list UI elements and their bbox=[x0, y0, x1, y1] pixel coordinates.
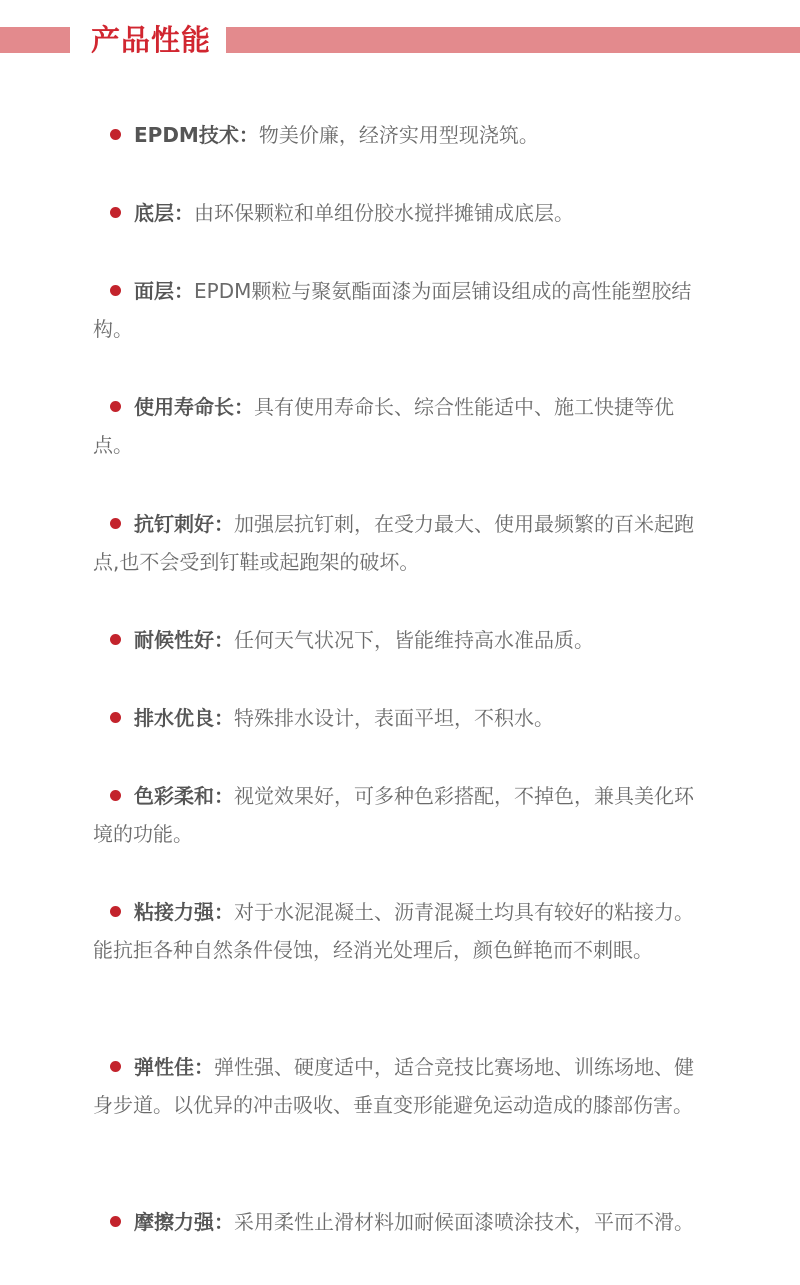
item-label: 使用寿命长： bbox=[134, 395, 254, 419]
item-text: 特殊排水设计，表面平坦，不积水。 bbox=[234, 706, 554, 730]
item-text: 具有使用寿命长、综合性能适中、施工快捷等优点。 bbox=[93, 395, 674, 457]
item-label: 抗钉刺好： bbox=[134, 512, 234, 536]
list-item bbox=[93, 505, 713, 581]
bullet-icon bbox=[110, 634, 121, 645]
item-text: 物美价廉，经济实用型现浇筑。 bbox=[258, 123, 539, 147]
item-label: 排水优良： bbox=[134, 706, 234, 730]
bullet-icon bbox=[110, 1061, 121, 1072]
bullet-icon bbox=[110, 518, 121, 529]
item-text: 采用柔性止滑材料加耐候面漆喷涂技术，平而不滑。 bbox=[234, 1210, 694, 1234]
list-item bbox=[93, 1203, 713, 1241]
section-header bbox=[0, 0, 800, 84]
bullet-icon bbox=[110, 285, 121, 296]
item-text: 对于水泥混凝土、沥青混凝土均具有较好的粘接力。能抗拒各种自然条件侵蚀，经消光处理后，颜色鲜艳而不刺眼。 bbox=[93, 900, 694, 962]
list-item bbox=[93, 699, 713, 737]
item-label: 面层： bbox=[134, 279, 194, 303]
bullet-icon bbox=[110, 790, 121, 801]
list-item bbox=[93, 272, 713, 348]
item-label: 粘接力强： bbox=[134, 900, 234, 924]
bullet-icon bbox=[110, 401, 121, 412]
list-item bbox=[93, 1048, 713, 1124]
list-item bbox=[93, 388, 713, 464]
item-label: 色彩柔和： bbox=[134, 784, 234, 808]
item-text: EPDM颗粒与聚氨酯面漆为面层铺设组成的高性能塑胶结构。 bbox=[93, 279, 692, 341]
bullet-icon bbox=[110, 906, 121, 917]
header-bar-left bbox=[0, 27, 70, 53]
item-text: 弹性强、硬度适中，适合竞技比赛场地、训练场地、健身步道。以优异的冲击吸收、垂直变形能避免运动造成的膝部伤害。 bbox=[93, 1055, 694, 1117]
item-label: 摩擦力强： bbox=[134, 1210, 234, 1234]
list-item bbox=[93, 194, 713, 232]
list-item bbox=[93, 621, 713, 659]
item-text: 任何天气状况下，皆能维持高水准品质。 bbox=[234, 628, 594, 652]
bullet-icon bbox=[110, 712, 121, 723]
list-item bbox=[93, 777, 713, 853]
item-label: 弹性佳： bbox=[134, 1055, 214, 1079]
item-label: 底层： bbox=[134, 201, 194, 225]
list-item bbox=[93, 116, 713, 154]
list-item bbox=[93, 893, 713, 969]
item-text: 加强层抗钉刺，在受力最大、使用最频繁的百米起跑点,也不会受到钉鞋或起跑架的破坏。 bbox=[93, 512, 694, 574]
bullet-icon bbox=[110, 207, 121, 218]
bullet-icon bbox=[110, 1216, 121, 1227]
item-label: 耐候性好： bbox=[134, 628, 234, 652]
header-bar-right bbox=[226, 27, 800, 53]
item-text: 视觉效果好，可多种色彩搭配，不掉色，兼具美化环境的功能。 bbox=[93, 784, 694, 846]
bullet-icon bbox=[110, 129, 121, 140]
item-label: EPDM技术： bbox=[134, 123, 259, 147]
section-title: 产品性能 bbox=[91, 23, 212, 57]
item-text: 由环保颗粒和单组份胶水搅拌摊铺成底层。 bbox=[194, 201, 574, 225]
